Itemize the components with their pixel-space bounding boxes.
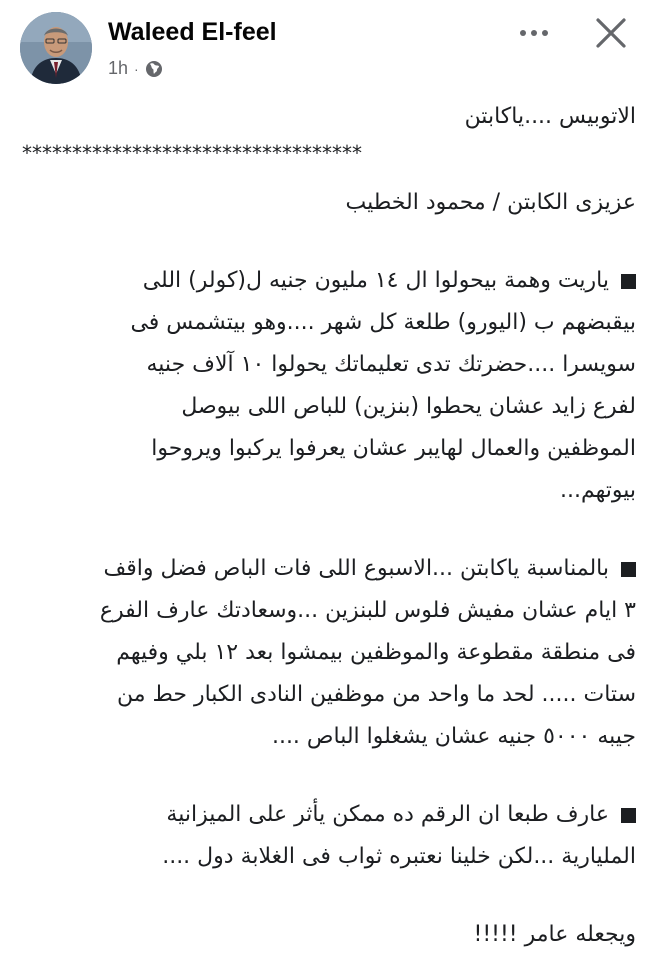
- author-name[interactable]: Waleed El-feel: [108, 18, 277, 46]
- paragraph-line: فى منطقة مقطوعة والموظفين بيمشوا بعد ١٢ بلي وفيهم: [116, 640, 636, 665]
- post-closing: ويجعله عامر !!!!!: [473, 922, 636, 947]
- paragraph-line: بالمناسبة ياكابتن ...الاسبوع اللى فات الباص فضل واقف: [18, 548, 636, 590]
- paragraph-line: ياريت وهمة بيحولوا ال ١٤ مليون جنيه ل(كولر) اللى: [18, 260, 636, 302]
- avatar-photo: [20, 12, 92, 84]
- bullet-square-icon: [621, 274, 636, 289]
- more-dot: [520, 30, 526, 36]
- post-meta: [108, 58, 163, 79]
- post-greeting: عزيزى الكابتن / محمود الخطيب: [345, 190, 636, 215]
- close-icon: [592, 14, 630, 52]
- avatar[interactable]: [20, 12, 92, 84]
- close-button[interactable]: [592, 14, 630, 52]
- stars-divider: **********************************: [22, 141, 362, 165]
- paragraph-line: جيبه ٥٠٠٠ جنيه عشان يشغلوا الباص ....: [271, 724, 636, 749]
- paragraph-line: المليارية ...لكن خلينا نعتبره ثواب فى الغلابة دول ....: [162, 844, 636, 869]
- meta-separator: ·: [134, 60, 139, 77]
- post-body: [18, 96, 636, 956]
- paragraph-1: [18, 260, 636, 512]
- more-dot: [542, 30, 548, 36]
- paragraph-line: بيقبضهم ب (اليورو) طلعة كل شهر ....وهو بيتشمس فى: [130, 310, 636, 335]
- paragraph-2: [18, 548, 636, 758]
- post-time[interactable]: 1h: [108, 58, 129, 78]
- bullet-square-icon: [621, 562, 636, 577]
- post-title: الاتوبيس ....ياكابتن: [464, 104, 636, 129]
- post-header: [0, 0, 651, 90]
- more-options-button[interactable]: [512, 18, 556, 48]
- paragraph-line: بيوتهم...: [559, 478, 636, 503]
- bullet-square-icon: [621, 808, 636, 823]
- paragraph-line: عارف طبعا ان الرقم ده ممكن يأثر على الميزانية: [18, 794, 636, 836]
- paragraph-line: ٣ ايام عشان مفيش فلوس للبنزين ...وسعادتك عارف الفرع: [99, 598, 636, 623]
- globe-icon: [145, 60, 163, 78]
- paragraph-3: [18, 794, 636, 878]
- paragraph-line: الموظفين والعمال لهايبر عشان يعرفوا يركبوا ويروحوا: [151, 436, 636, 461]
- paragraph-line: لفرع زايد عشان يحطوا (بنزين) للباص اللى بيوصل: [181, 394, 636, 419]
- paragraph-line: سويسرا ....حضرتك تدى تعليماتك يحولوا ١٠ آلاف جنيه: [146, 352, 636, 377]
- more-dot: [531, 30, 537, 36]
- paragraph-line: ستات ..... لحد ما واحد من موظفين النادى الكبار حط من: [116, 682, 636, 707]
